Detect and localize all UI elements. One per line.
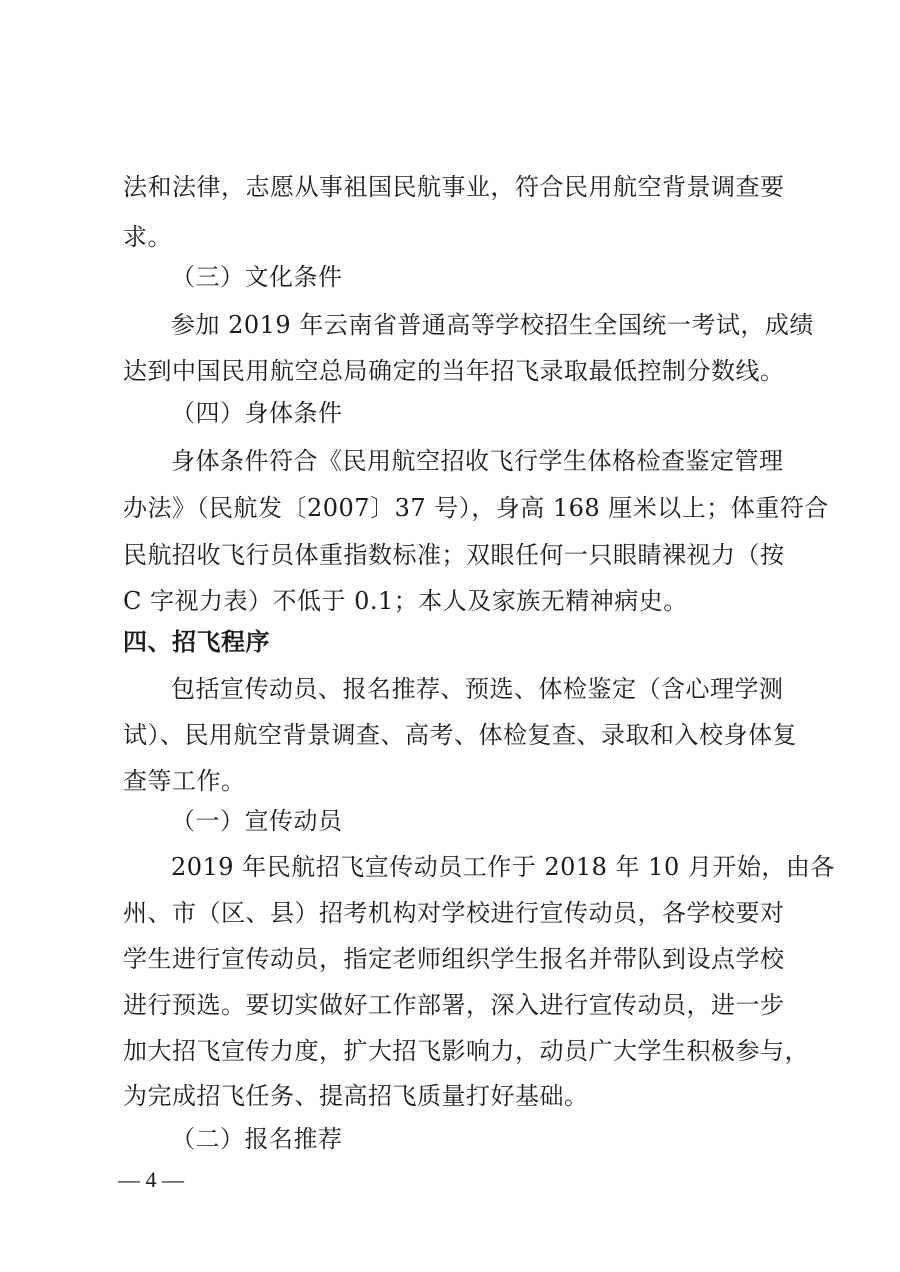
section-subheading: （一）宣传动员 bbox=[171, 807, 343, 835]
paragraph-line: C 字视力表）不低于 0.1；本人及家族无精神病史。 bbox=[123, 587, 688, 615]
paragraph-line: 包括宣传动员、报名推荐、预选、体检鉴定（含心理学测 bbox=[171, 675, 784, 703]
paragraph-line: 试）、民用航空背景调查、高考、体检复查、录取和入校身体复 bbox=[123, 721, 797, 749]
paragraph-line: 查等工作。 bbox=[123, 767, 246, 795]
paragraph-line: 求。 bbox=[123, 223, 172, 251]
section-heading: 四、招飞程序 bbox=[123, 628, 270, 656]
section-subheading: （四）身体条件 bbox=[171, 399, 343, 427]
paragraph-line: 为完成招飞任务、提高招飞质量打好基础。 bbox=[123, 1082, 589, 1110]
section-subheading: （二）报名推荐 bbox=[171, 1125, 343, 1153]
paragraph-line: 2019 年民航招飞宣传动员工作于 2018 年 10 月开始，由各 bbox=[171, 853, 835, 881]
page-number: — 4 — bbox=[118, 1167, 184, 1192]
paragraph-line: 加大招飞宣传力度，扩大招飞影响力，动员广大学生积极参与， bbox=[123, 1037, 809, 1065]
paragraph-line: 民航招收飞行员体重指数标准；双眼任何一只眼睛裸视力（按 bbox=[123, 541, 785, 569]
paragraph-line: 参加 2019 年云南省普通高等学校招生全国统一考试，成绩 bbox=[171, 311, 814, 339]
section-subheading: （三）文化条件 bbox=[171, 263, 343, 291]
paragraph-line: 州、市（区、县）招考机构对学校进行宣传动员，各学校要对 bbox=[123, 899, 785, 927]
paragraph-line: 达到中国民用航空总局确定的当年招飞录取最低控制分数线。 bbox=[123, 357, 785, 385]
paragraph-line: 法和法律，志愿从事祖国民航事业，符合民用航空背景调查要 bbox=[123, 173, 785, 201]
paragraph-line: 进行预选。要切实做好工作部署，深入进行宣传动员，进一步 bbox=[123, 991, 785, 1019]
paragraph-line: 办法》（民航发〔2007〕37 号），身高 168 厘米以上；体重符合 bbox=[123, 494, 829, 522]
paragraph-line: 学生进行宣传动员，指定老师组织学生报名并带队到设点学校 bbox=[123, 945, 785, 973]
paragraph-line: 身体条件符合《民用航空招收飞行学生体格检查鉴定管理 bbox=[171, 447, 784, 475]
